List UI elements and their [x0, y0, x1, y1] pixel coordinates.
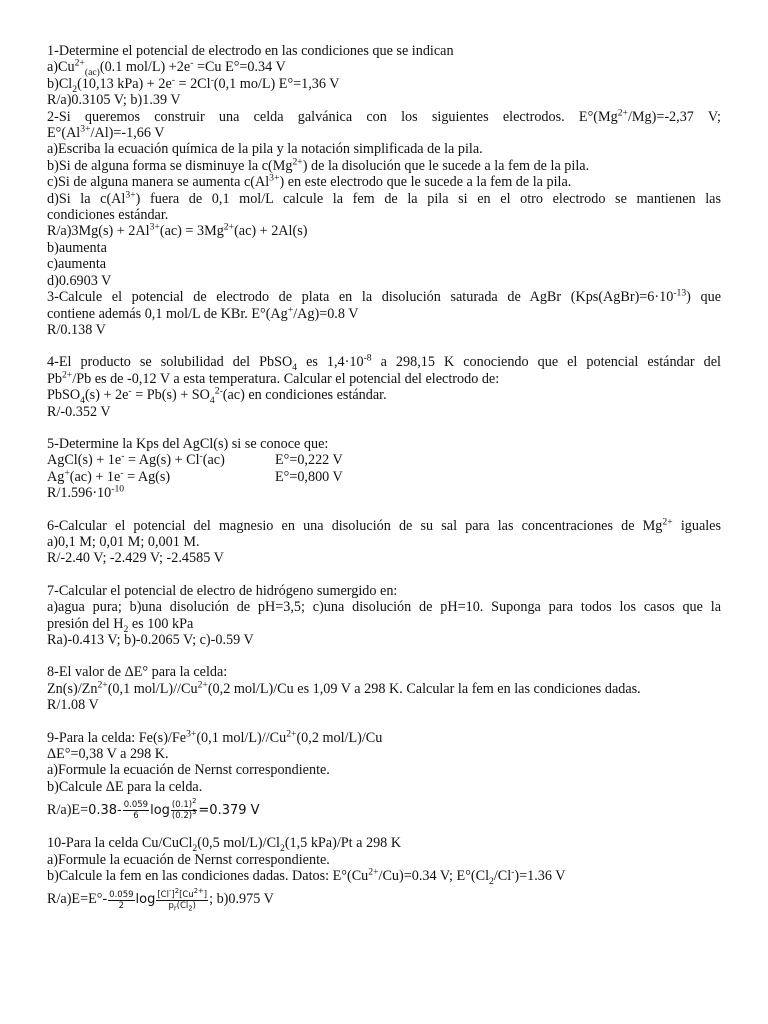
spacer — [47, 825, 721, 835]
problem-6-part-a: a)0,1 M; 0,01 M; 0,001 M. — [47, 533, 200, 550]
document-page — [47, 43, 721, 914]
spacer — [47, 567, 721, 583]
problem-8-statement: 8-El valor de ΔE° para la celda: — [47, 664, 228, 681]
problem-1-statement: 1-Determine el potencial de electrodo en las condiciones que se indican — [47, 43, 454, 59]
problem-3-statement-cont: contiene además 0,1 mol/L de KBr. E°(Ag+/Ag)=0.8 V — [47, 303, 359, 322]
problem-9-part-b: b)Calcule ΔE para la celda. — [47, 778, 203, 795]
problem-5-answer: $R/1.596\cdot 10^{-10}$ — [47, 483, 125, 502]
problem-9-delta-e: ΔE°=0,38 V a 298 K. — [47, 746, 169, 763]
problem-2-answer-a: $R/a)3Mg(s) + 2Al^{3+}(ac) = 3Mg^{2+}(ac) + 2Al(s)$ — [47, 221, 308, 240]
problem-5-reaction-1: AgCl(s) + 1e- = Ag(s) + Cl-(ac) E°=0,222 V — [47, 450, 343, 469]
problem-5-reaction-2: Ag+(ac) + 1e- = Ag(s) E°=0,800 V — [47, 467, 343, 485]
problem-9-statement: 9-Para la celda: $Fe(s)/Fe^{3+}(0,1$ mol/$L)//Cu^{2+}(0,2$ mol/L)/Cu — [47, 727, 383, 746]
problem-3-statement: 3-Calcule el potencial de electrodo de plata en la disolución saturada de AgBr $(Kps(AgBr)=6\cdot 10^{-13})$ que — [47, 287, 722, 306]
problem-2-part-b: b)Si de alguna forma se disminuye la $c(Mg^{2+})$ de la disolución que le sucede a la fem de la pila. — [47, 156, 590, 174]
fraction-n-over-z: $\frac{0.059}{2}$ — [109, 889, 134, 911]
problem-9-answer: R/a)E=0.38- $\frac{0.059}{6}$ log $\frac{(0.1)^2}{(0.2)^3}$ =0.379 V — [47, 797, 260, 822]
problem-2-part-c: c)Si de alguna manera se aumenta $c(Al^{3+})$ en este electrodo que le sucede a la fem de la pila. — [47, 172, 572, 191]
problem-2-statement-cont: $E^\circ(Al^{3+}/Al)=-1,66$ V — [47, 123, 165, 142]
problem-2-answer-b: b)aumenta — [47, 239, 107, 256]
spacer — [47, 420, 721, 436]
problem-2-answer-c: c)aumenta — [47, 256, 107, 273]
problem-5-statement: 5-Determine la Kps del AgCl(s) si se conoce que: — [47, 435, 329, 452]
problem-4-statement: 4-El producto se solubilidad del PbSO$_4$ es $1,4\cdot 10^{-8}$ a 298,15 K conociendo que el potencial estándar del — [47, 352, 721, 374]
problem-10-part-a: a)Formule la ecuación de Nernst correspondiente. — [47, 851, 330, 868]
fraction-quotient: $\frac{(0.1)^2}{(0.2)^3}$ — [171, 797, 197, 822]
problem-4-statement-cont: $Pb^{2+}/Pb$ es de -0,12 V a esta temperatura. Calcular el potencial del electrodo de: — [47, 368, 500, 387]
problem-2-answer-d: d)0.6903 V — [47, 272, 112, 289]
spacer — [47, 502, 721, 518]
problem-10-answer: R/a)E=E°- $\frac{0.059}{2}$ log $\frac{[Cl^-]^2[Cu^{2+}]}{p_r(Cl_2)}$ ; b)0.975 V — [47, 886, 274, 913]
problem-7-answer: Ra)-0.413 V; b)-0.2065 V; c)-0.59 V — [47, 632, 254, 648]
problem-8-cell: $Zn(s)/Zn^{2+}(0,1$ mol/$L)//Cu^{2+}(0,2$ mol/L)/Cu es 1,09 V a 298 K. Calcular la fem en las condiciones dadas. — [47, 679, 641, 697]
problem-8-answer: R/1.08 V — [47, 697, 99, 714]
problem-1-part-b: $b)Cl_2(10,13$ kPa) + 2e- = 2Cl-(0,1 mo/L) E°=1,36 V — [47, 74, 340, 95]
spacer — [47, 338, 721, 354]
problem-4-answer: R/-0.352 V — [47, 403, 111, 420]
problem-10-part-b: b)Calcule la fem en las condiciones dadas. Datos: $E^\circ(Cu^{2+}/Cu)=0.34$ V; $E^\circ(Cl_2/Cl^-)=1.36$ V — [47, 866, 566, 887]
spacer — [47, 714, 721, 730]
problem-7-parts-cont: presión del $H_2$ es 100 kPa — [47, 615, 194, 635]
problem-7-parts: a)agua pura; b)una disolución de pH=3,5; c)una disolución de pH=10. Suponga para todos los casos que la — [47, 599, 721, 616]
problem-1-part-a: $a)Cu^{2+}_{(ac)}(0.1$ mol/L) +2e- =Cu E°=0.34 V — [47, 57, 286, 79]
problem-9-part-a: a)Formule la ecuación de Nernst correspondiente. — [47, 762, 330, 779]
fraction-quotient: $\frac{[Cl^-]^2[Cu^{2+}]}{p_r(Cl_2)}$ — [157, 886, 208, 913]
problem-7-statement: 7-Calcular el potencial de electro de hidrógeno sumergido en: — [47, 582, 398, 599]
problem-2-part-d-cont: condiciones estándar. — [47, 207, 169, 224]
fraction-n-over-z: $\frac{0.059}{6}$ — [123, 800, 149, 822]
spacer — [47, 648, 721, 664]
problem-4-reaction: PbSO$_4$(s) + $2e^- = Pb(s) + SO_4^{2-}(ac)$ en condiciones estándar. — [47, 385, 387, 406]
problem-6-answer: R/-2.40 V; -2.429 V; -2.4585 V — [47, 550, 224, 567]
problem-2-part-a: a)Escriba la ecuación química de la pila y la notación simplificada de la pila. — [47, 141, 483, 158]
problem-2-statement: 2-Si queremos construir una celda galvánica con los siguientes electrodos. $E^\circ(Mg^{2+}/Mg)=-2,37$ V; — [47, 106, 721, 125]
problem-6-statement: 6-Calcular el potencial del magnesio en una disolución de su sal para las concentraciones de $Mg^{2+}$ iguales — [47, 515, 722, 534]
problem-2-part-d: d)Si la $c(Al^{3+})$ fuera de 0,1 mol/L calcule la fem de la pila si en el otro electrodo se mantienen las — [47, 188, 721, 207]
problem-1-answer: R/a)0.3105 V; b)1.39 V — [47, 92, 181, 109]
problem-3-answer: R/0.138 V — [47, 321, 106, 338]
problem-10-statement: 10-Para la celda Cu/CuCl$_2$(0,5 mol/$L)/Cl_2(1,5$ kPa)/Pt a 298 K — [47, 835, 402, 855]
